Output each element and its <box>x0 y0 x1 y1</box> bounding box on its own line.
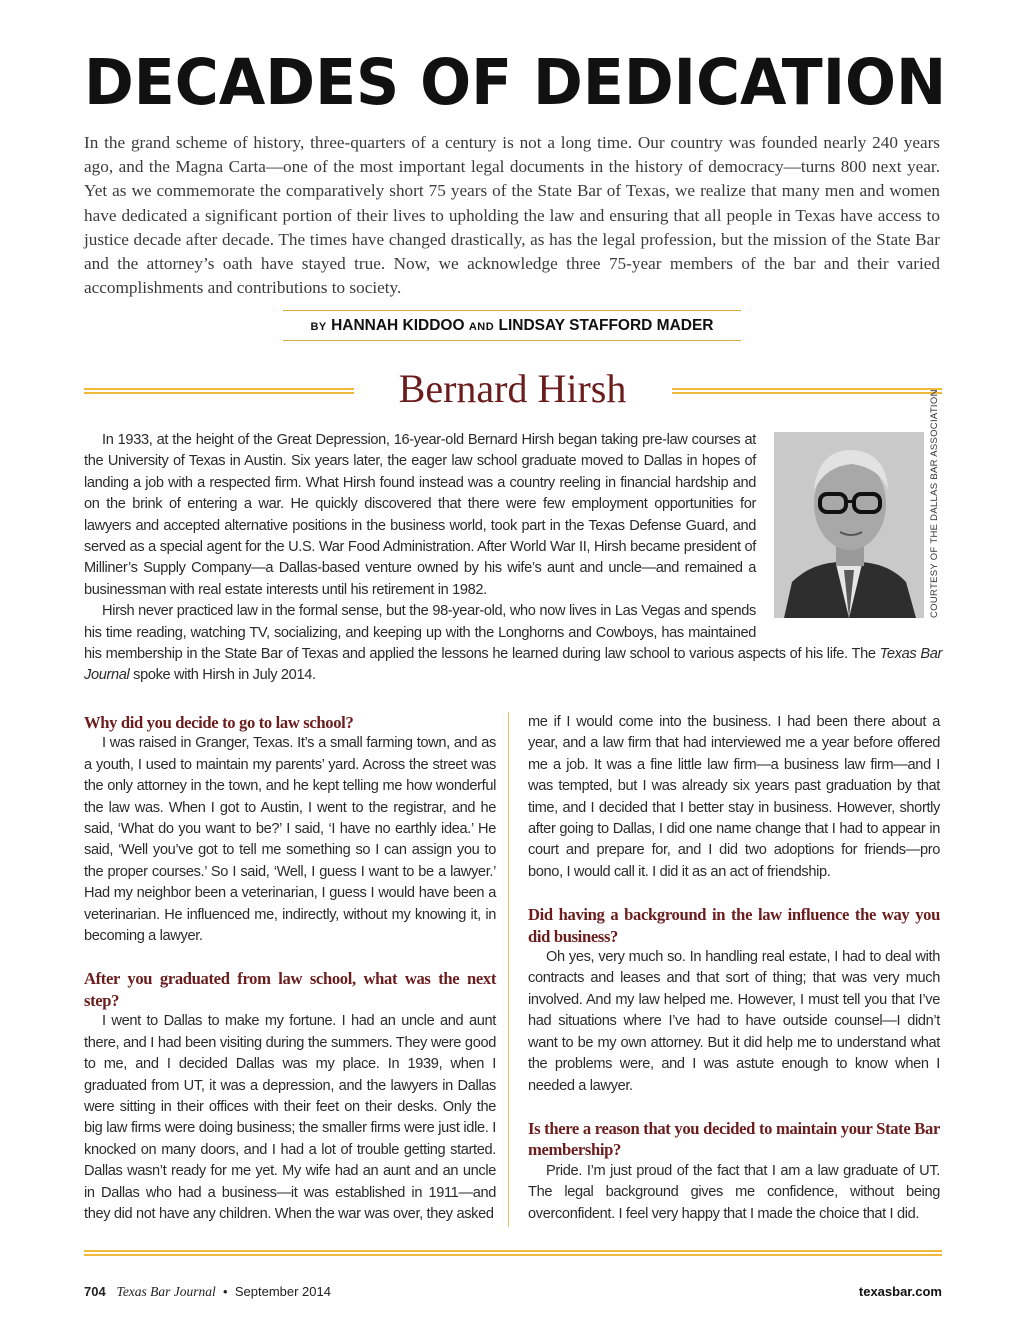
byline-and: AND <box>468 321 495 333</box>
byline-rule-bottom <box>283 340 741 341</box>
heading-rule-right <box>672 388 942 394</box>
footer-website: texasbar.com <box>858 1284 942 1299</box>
byline-author-1: HANNAH KIDDOO <box>331 317 465 334</box>
profile-name: Bernard Hirsh <box>398 366 627 411</box>
question-2: After you graduated from law school, what was the next step? <box>84 969 496 1010</box>
answer-4: Pride. I’m just proud of the fact that I am a law graduate of UT. The legal background gives me confidence, without being overconfident. I feel very happy that I made the choice that I did. <box>528 1162 940 1222</box>
portrait-photo <box>774 432 924 618</box>
footer-rule <box>84 1250 942 1256</box>
footer-left <box>84 1284 331 1300</box>
footer-bullet: • <box>223 1284 228 1299</box>
byline-rule-top <box>283 310 741 311</box>
answer-3: Oh yes, very much so. In handling real estate, I had to deal with contracts and leases and that sort of thing; that was very much involved. And my law helped me. However, I must tell you that I’ve had situations where I’ve had to have outside counsel—I didn’t want to be my own attorney. But it did help me to understand what the problems were, and I was astute enough to know when I needed a lawyer. <box>528 949 940 1094</box>
page-number: 704 <box>84 1284 106 1299</box>
bio-paragraph-2-text-a: Hirsh never practiced law in the formal sense, but the 98-year-old, who now lives in Las Vegas and spends his time reading, watching TV, socializing, and keeping up with the Longhorns and Cowboys, has maintained his membership in the State Bar of Texas and applied the lessons he learned during law school to various aspects of his life. The <box>84 603 880 663</box>
intro-paragraph: In the grand scheme of history, three-quarters of a century is not a long time. Our country was founded nearly 240 years ago, and the Magna Carta—one of the most important legal documents in the history of democracy—turns 800 next year. Yet as we commemorate the comparatively short 75 years of the State Bar of Texas, we realize that many men and women have dedicated a significant portion of their lives to upholding the law and ensuring that all people in Texas have access to justice decade after decade. The times have changed drastically, as has the legal profession, but the mission of the State Bar and the attorney’s oath have stayed true. Now, we acknowledge three 75-year members of the bar and their varied accomplishments and contributions to society. <box>84 133 940 298</box>
bio-paragraph-1: In 1933, at the height of the Great Depression, 16-year-old Bernard Hirsh began taking pre-law courses at the University of Texas in Austin. Six years later, the eager law school graduate moved to Dallas in hopes of landing a job with a respected firm. What Hirsh found instead was a country reeling in financial hardship and on the brink of entering a war. He quickly discovered that there were few employment opportunities for lawyers and accepted alternative positions in the business world, took part in the Texas Defense Guard, and served as a special agent for the U.S. War Food Administration. After World War II, Hirsh became president of Milliner’s Supply Company—a Dallas-based venture owned by his wife’s aunt and uncle—and remained a businessman with real estate interests until his retirement in 1982. <box>84 432 756 598</box>
interview-column-right <box>528 712 940 1246</box>
headline: DECADES OF DEDICATION <box>84 46 947 120</box>
answer-2-continued: me if I would come into the business. I had been there about a year, and a law firm that had interviewed me a year before offered me a job. It was a fine little law firm—a business law firm—and I was tempted, but I was already six years past graduation by that time, and I decided that I better stay in business. However, shortly after going to Dallas, I did one name change that I had to appear in court and prepare for, and I did two adoptions for friends—pro bono, I would call it. I did it as an act of friendship. <box>528 714 940 880</box>
photo-credit: COURTESY OF THE DALLAS BAR ASSOCIATION <box>929 389 940 618</box>
question-1: Why did you decide to go to law school? <box>84 713 354 732</box>
answer-2: I went to Dallas to make my fortune. I had an uncle and aunt there, and I had been visiting during the summers. They were good to me, and I decided Dallas was my place. In 1939, when I graduated from UT, it was a depression, and the lawyers in Dallas were sitting in their offices with their feet on their desks. Only the big law firms were doing business; the smaller firms were just idle. I knocked on many doors, and I had a lot of trouble getting started. Dallas wasn’t ready for me yet. My wife had an aunt and an uncle in Dallas who had a business—it was established in 1911—and they did not have any children. When the war was over, they asked <box>84 1013 496 1222</box>
heading-rule-left <box>84 388 354 394</box>
byline <box>283 317 741 335</box>
byline-author-2: LINDSAY STAFFORD MADER <box>498 317 714 334</box>
question-4: Is there a reason that you decided to maintain your State Bar membership? <box>528 1118 940 1160</box>
column-divider <box>508 712 509 1227</box>
bio-magazine-title: Texas Bar Journal <box>84 646 943 684</box>
photo-block <box>774 389 942 624</box>
footer-magazine-title: Texas Bar Journal <box>116 1284 216 1299</box>
question-3: Did having a background in the law influence the way you did business? <box>528 905 940 946</box>
byline-by: BY <box>310 321 327 333</box>
portrait-illustration <box>774 432 924 618</box>
footer-issue-date: September 2014 <box>234 1284 331 1299</box>
bio-paragraph-2-text-b: spoke with Hirsh in July 2014. <box>129 667 316 684</box>
profile-bio <box>84 389 943 687</box>
answer-1: I was raised in Granger, Texas. It’s a small farming town, and as a youth, I used to maintain my parents’ yard. Across the street was the only attorney in the town, and he kept telling me how wonderful the law was. When I got to Austin, I went to the registrar, and he said, ‘What do you want to be?’ I said, ‘I have no earthly idea.’ He said, ‘Well you’ve got to tell me something so I can assign you to the proper courses.’ So I said, ‘Well, I guess I want to be a lawyer.’ Had my neighbor been a veterinarian, I guess I would have been a veterinarian. He influenced me, indirectly, without my knowing it, in becoming a lawyer. <box>84 735 496 945</box>
interview-column-left <box>84 712 496 1246</box>
